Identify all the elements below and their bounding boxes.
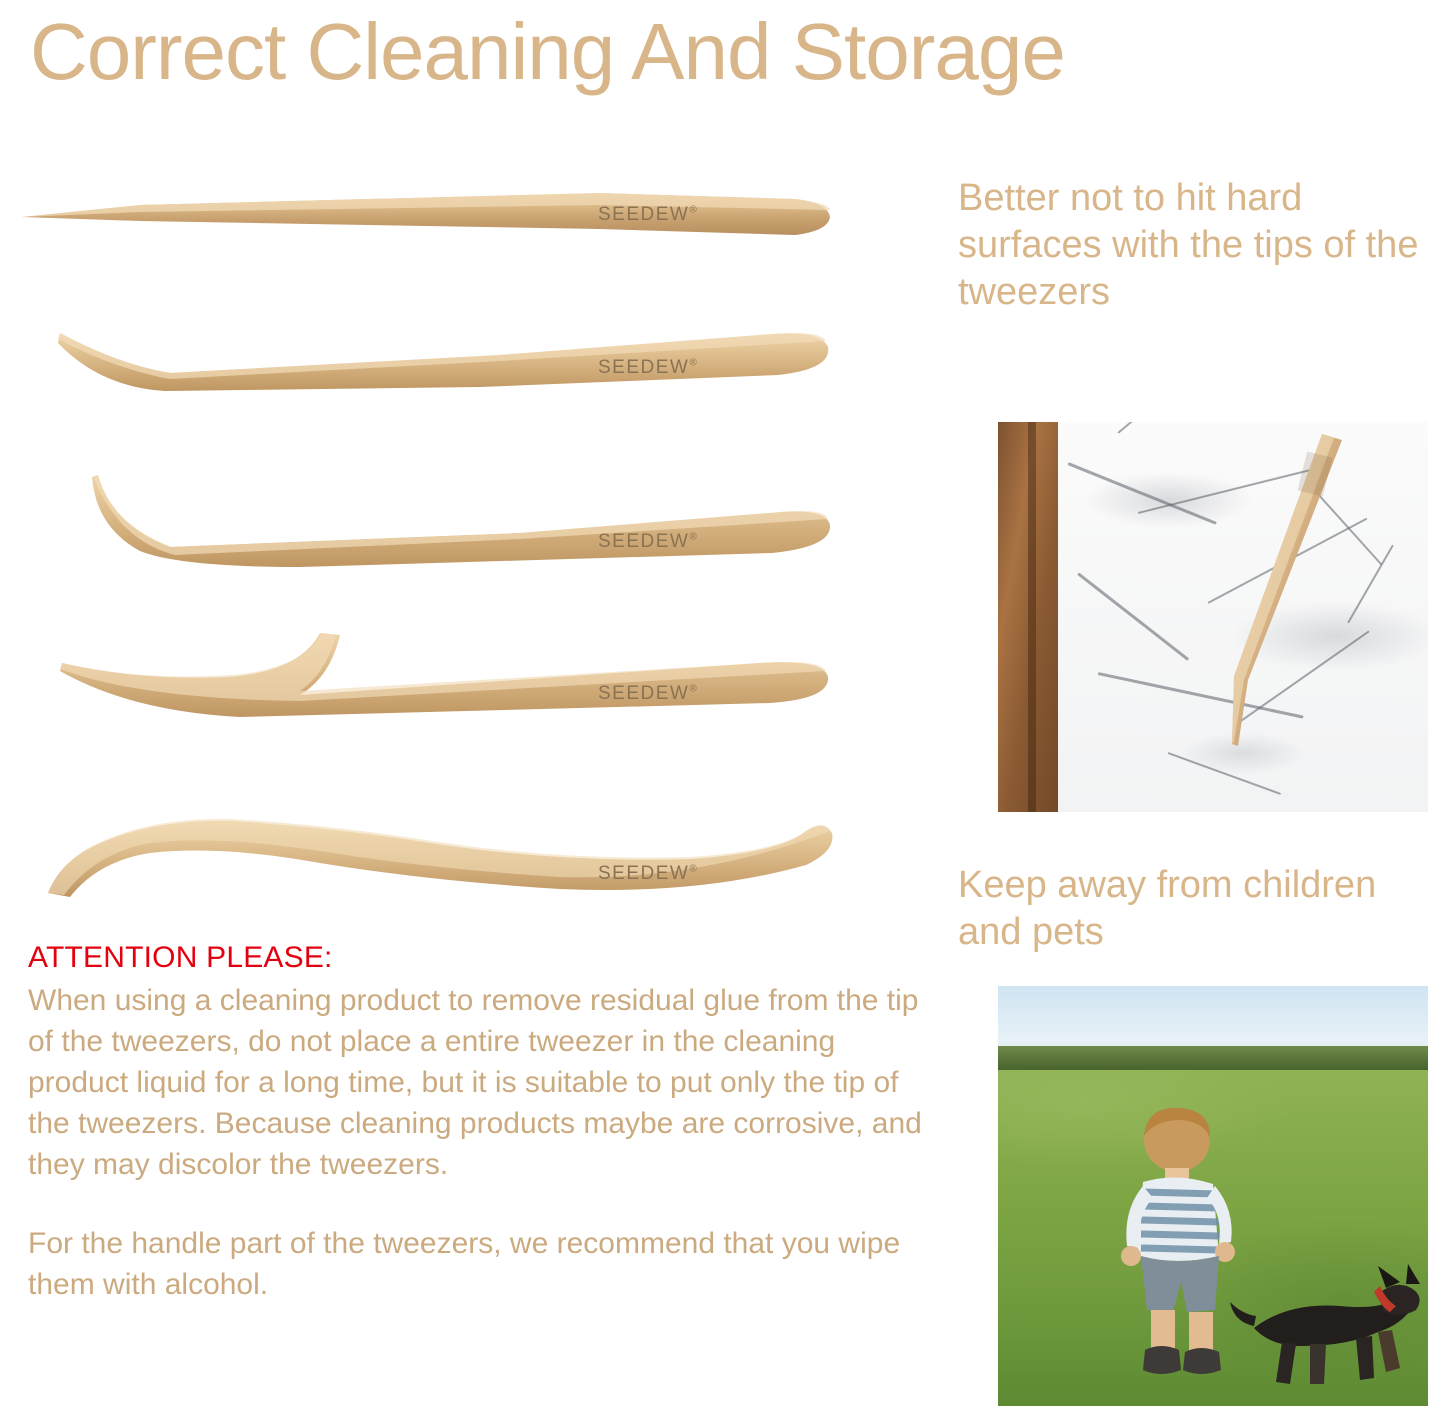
attention-heading: ATTENTION PLEASE: — [28, 941, 333, 974]
child-and-dog-photo — [998, 986, 1428, 1406]
note-hard-surfaces-wrapper — [958, 175, 1428, 316]
product-straight-point-tweezer — [0, 155, 860, 275]
attention-paragraph-1: When using a cleaning product to remove residual glue from the tip of the tweezers, do not place a entire tweezer in the cleaning product liquid for a long time, but it is suitable to put only the tip of the tweezers. Because cleaning products maybe are corrosive, and they may discolor the tweezers. — [28, 984, 922, 1181]
dog-figure — [1228, 1254, 1428, 1394]
note-children-pets-wrapper — [958, 862, 1428, 956]
attention-paragraph-2: For the handle part of the tweezers, we recommend that you wipe them with alcohol. — [28, 1227, 901, 1301]
brand-label: SEEDEW® — [598, 357, 699, 378]
product-s-curve-tweezer — [0, 785, 860, 905]
product-illustration-group — [0, 155, 900, 915]
page-title: Correct Cleaning And Storage — [30, 7, 1065, 96]
product-l-shape-tweezer — [0, 615, 860, 735]
note-hard-surfaces: Better not to hit hard surfaces with the tips of the tweezers — [958, 177, 1419, 313]
treeline — [998, 1046, 1428, 1072]
brand-label: SEEDEW® — [598, 683, 699, 704]
product-boot-shape-tweezer — [0, 295, 860, 415]
attention-block — [28, 940, 938, 1305]
tweezer-on-marble-photo — [998, 422, 1428, 812]
brand-label: SEEDEW® — [598, 204, 699, 225]
brand-label: SEEDEW® — [598, 863, 699, 884]
brand-label: SEEDEW® — [598, 531, 699, 552]
product-curved-tip-tweezer — [0, 455, 860, 575]
note-children-pets: Keep away from children and pets — [958, 864, 1377, 953]
tweezer-photo-object — [1194, 430, 1344, 760]
